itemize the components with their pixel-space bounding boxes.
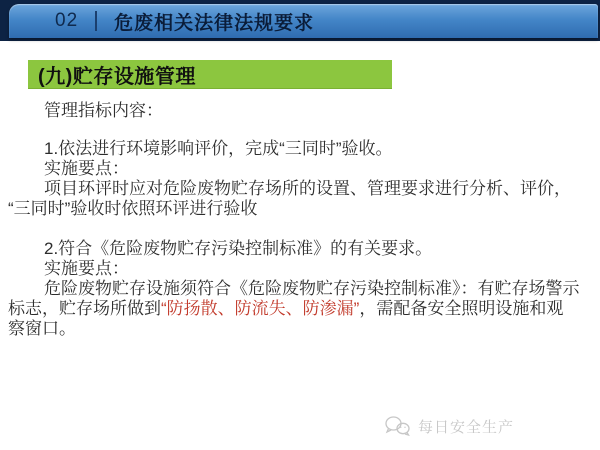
section-banner <box>28 60 392 89</box>
text-line: 1.依法进行环境影响评价，完成“三同时”验收。 <box>44 139 393 158</box>
text-line <box>8 299 596 319</box>
section-number: 02 <box>55 10 79 31</box>
wechat-icon <box>384 415 411 437</box>
header-title: 危废相关法律法规要求 <box>114 12 315 34</box>
text-segment: 标志，贮存场所做到 <box>8 299 161 318</box>
footer-watermark <box>384 415 514 437</box>
header-band <box>0 0 600 41</box>
text-line: “三同时”验收时依照环评进行验收 <box>8 199 258 218</box>
text-segment: ，需配备安全照明设施和观 <box>359 299 564 318</box>
text-line: 实施要点： <box>44 159 129 178</box>
text-line: 危险废物贮存设施须符合《危险废物贮存污染控制标准》：有贮存场警示 <box>44 279 580 298</box>
spacer <box>8 219 596 239</box>
spacer <box>8 121 596 139</box>
text-line: 管理指标内容： <box>44 101 163 120</box>
section-title: (九)贮存设施管理 <box>38 65 196 88</box>
highlighted-text: “防扬散、防流失、防渗漏” <box>161 299 360 318</box>
header-separator <box>95 11 97 31</box>
text-line: 实施要点： <box>44 259 129 278</box>
text-line: 察窗口。 <box>8 319 76 338</box>
content-block <box>8 101 596 339</box>
header-bar <box>9 4 598 38</box>
text-line: 2.符合《危险废物贮存污染控制标准》的有关要求。 <box>44 239 433 258</box>
text-line: 项目环评时应对危险废物贮存场所的设置、管理要求进行分析、评价， <box>44 179 571 198</box>
footer-brand: 每日安全生产 <box>417 418 514 436</box>
